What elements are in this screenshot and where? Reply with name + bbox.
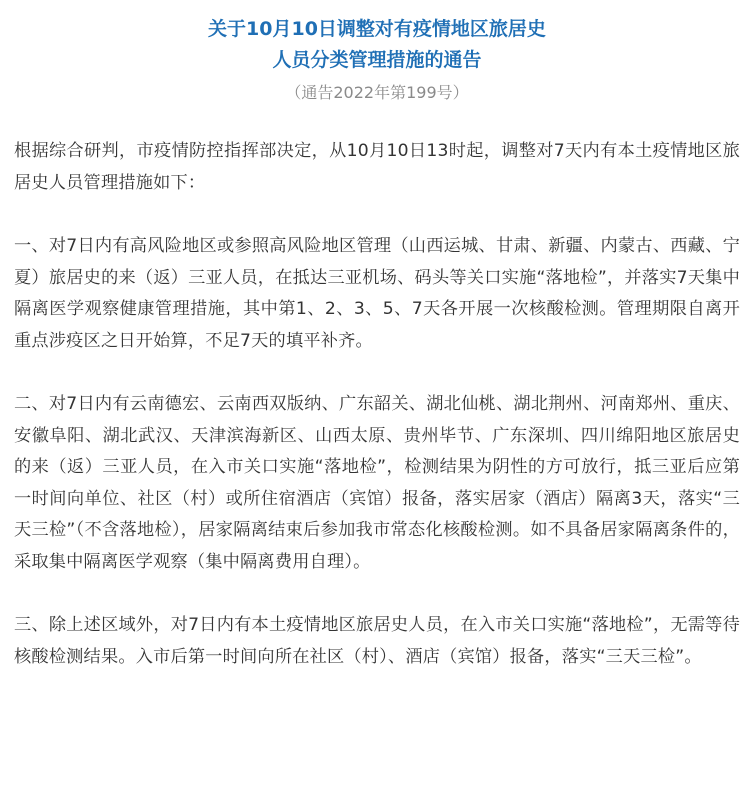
measure-paragraph-1: 一、对7日内有高风险地区或参照高风险地区管理（山西运城、甘肃、新疆、内蒙古、西藏、宁夏）旅居史的来（返）三亚人员，在抵达三亚机场、码头等关口实施“落地检”，并落实7天集中隔离医学观察健康管理措施，其中第1、2、3、5、7天各开展一次核酸检测。管理期限自离开重点涉疫区之日开始算，不足7天的填平补齐。 bbox=[14, 236, 740, 351]
measure-paragraph-2: 二、对7日内有云南德宏、云南西双版纳、广东韶关、湖北仙桃、湖北荆州、河南郑州、重庆、安徽阜阳、湖北武汉、天津滨海新区、山西太原、贵州毕节、广东深圳、四川绵阳地区旅居史的来（返）三亚人员，在入市关口实施“落地检”，检测结果为阴性的方可放行，抵三亚后应第一时间向单位、社区（村）或所住宿酒店（宾馆）报备，落实居家（酒店）隔离3天，落实“三天三检”（不含落地检），居家隔离结束后参加我市常态化核酸检测。如不具备居家隔离条件的，采取集中隔离医学观察（集中隔离费用自理）。 bbox=[14, 394, 740, 572]
measure-paragraph-3: 三、除上述区域外，对7日内有本土疫情地区旅居史人员，在入市关口实施“落地检”，无需等待核酸检测结果。入市后第一时间向所在社区（村）、酒店（宾馆）报备，落实“三天三检”。 bbox=[14, 615, 740, 667]
notice-title-line1: 关于10月10日调整对有疫情地区旅居史 bbox=[208, 18, 546, 40]
intro-paragraph: 根据综合研判，市疫情防控指挥部决定，从10月10日13时起，调整对7天内有本土疫情地区旅居史人员管理措施如下： bbox=[14, 141, 740, 193]
notice-title-line2: 人员分类管理措施的通告 bbox=[272, 49, 482, 71]
notice-number: （通告2022年第199号） bbox=[285, 83, 469, 102]
